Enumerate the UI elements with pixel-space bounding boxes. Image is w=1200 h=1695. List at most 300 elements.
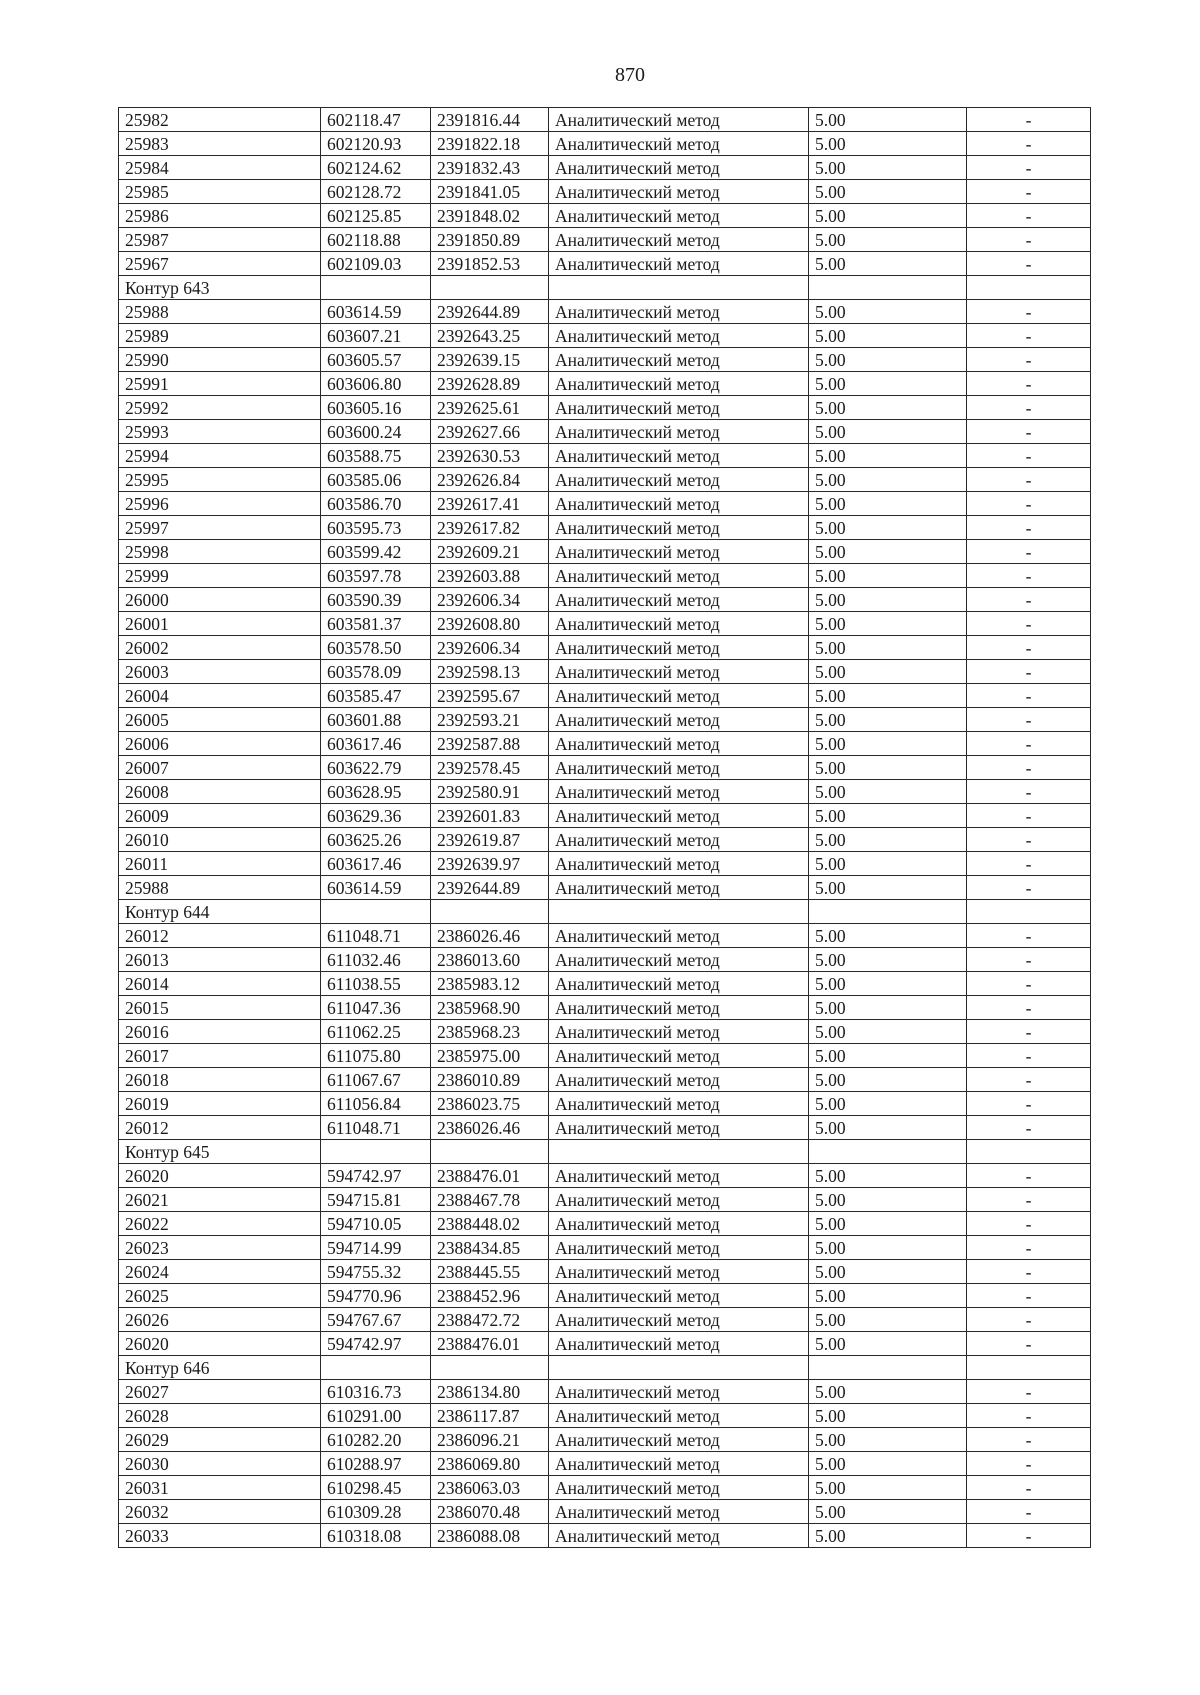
method-cell: Аналитический метод	[549, 468, 809, 492]
method-cell: Аналитический метод	[549, 1476, 809, 1500]
point-id: 26000	[119, 588, 321, 612]
y-coordinate: 2391816.44	[431, 108, 549, 132]
method-cell: Аналитический метод	[549, 516, 809, 540]
error-cell: 5.00	[809, 1092, 967, 1116]
error-cell: 5.00	[809, 1428, 967, 1452]
note-cell: -	[967, 1500, 1091, 1524]
table-row	[119, 588, 1091, 612]
method-cell: Аналитический метод	[549, 300, 809, 324]
error-cell: 5.00	[809, 588, 967, 612]
table-row	[119, 756, 1091, 780]
contour-label: Контур 645	[119, 1140, 321, 1164]
point-id: 25991	[119, 372, 321, 396]
error-cell: 5.00	[809, 612, 967, 636]
y-coordinate: 2391850.89	[431, 228, 549, 252]
point-id: 26010	[119, 828, 321, 852]
method-cell: Аналитический метод	[549, 732, 809, 756]
y-coordinate: 2388472.72	[431, 1308, 549, 1332]
method-cell: Аналитический метод	[549, 420, 809, 444]
error-cell: 5.00	[809, 204, 967, 228]
y-coordinate: 2391822.18	[431, 132, 549, 156]
x-coordinate: 594742.97	[321, 1164, 431, 1188]
method-cell: Аналитический метод	[549, 1524, 809, 1548]
y-coordinate: 2392627.66	[431, 420, 549, 444]
error-cell: 5.00	[809, 924, 967, 948]
table-row	[119, 1524, 1091, 1548]
method-cell: Аналитический метод	[549, 612, 809, 636]
point-id: 25986	[119, 204, 321, 228]
table-row	[119, 1212, 1091, 1236]
note-cell: -	[967, 468, 1091, 492]
point-id: 26014	[119, 972, 321, 996]
note-cell: -	[967, 972, 1091, 996]
point-id: 25984	[119, 156, 321, 180]
y-coordinate: 2386096.21	[431, 1428, 549, 1452]
x-coordinate: 603586.70	[321, 492, 431, 516]
x-coordinate: 602120.93	[321, 132, 431, 156]
point-id: 26015	[119, 996, 321, 1020]
point-id: 26031	[119, 1476, 321, 1500]
table-row	[119, 876, 1091, 900]
method-cell: Аналитический метод	[549, 180, 809, 204]
point-id: 26026	[119, 1308, 321, 1332]
note-cell: -	[967, 1308, 1091, 1332]
point-id: 26006	[119, 732, 321, 756]
note-cell: -	[967, 396, 1091, 420]
x-coordinate: 603601.88	[321, 708, 431, 732]
x-coordinate: 594715.81	[321, 1188, 431, 1212]
method-cell: Аналитический метод	[549, 348, 809, 372]
method-cell: Аналитический метод	[549, 1044, 809, 1068]
y-coordinate: 2386026.46	[431, 1116, 549, 1140]
error-cell: 5.00	[809, 1404, 967, 1428]
x-coordinate: 603607.21	[321, 324, 431, 348]
x-coordinate: 603614.59	[321, 300, 431, 324]
y-coordinate: 2386026.46	[431, 924, 549, 948]
y-coordinate: 2392598.13	[431, 660, 549, 684]
empty-cell	[431, 900, 549, 924]
point-id: 26008	[119, 780, 321, 804]
table-row	[119, 204, 1091, 228]
x-coordinate: 594767.67	[321, 1308, 431, 1332]
x-coordinate: 603597.78	[321, 564, 431, 588]
error-cell: 5.00	[809, 660, 967, 684]
method-cell: Аналитический метод	[549, 564, 809, 588]
error-cell: 5.00	[809, 1164, 967, 1188]
y-coordinate: 2388467.78	[431, 1188, 549, 1212]
point-id: 25987	[119, 228, 321, 252]
note-cell: -	[967, 996, 1091, 1020]
x-coordinate: 610288.97	[321, 1452, 431, 1476]
note-cell: -	[967, 540, 1091, 564]
table-row	[119, 924, 1091, 948]
empty-cell	[549, 276, 809, 300]
x-coordinate: 594755.32	[321, 1260, 431, 1284]
x-coordinate: 603622.79	[321, 756, 431, 780]
y-coordinate: 2392578.45	[431, 756, 549, 780]
note-cell: -	[967, 732, 1091, 756]
x-coordinate: 611048.71	[321, 1116, 431, 1140]
error-cell: 5.00	[809, 492, 967, 516]
method-cell: Аналитический метод	[549, 1068, 809, 1092]
error-cell: 5.00	[809, 804, 967, 828]
x-coordinate: 602109.03	[321, 252, 431, 276]
empty-cell	[549, 1140, 809, 1164]
empty-cell	[431, 276, 549, 300]
method-cell: Аналитический метод	[549, 1452, 809, 1476]
note-cell: -	[967, 1236, 1091, 1260]
y-coordinate: 2391852.53	[431, 252, 549, 276]
y-coordinate: 2392587.88	[431, 732, 549, 756]
table-row	[119, 1044, 1091, 1068]
method-cell: Аналитический метод	[549, 852, 809, 876]
y-coordinate: 2392628.89	[431, 372, 549, 396]
empty-cell	[967, 1140, 1091, 1164]
y-coordinate: 2386070.48	[431, 1500, 549, 1524]
note-cell: -	[967, 372, 1091, 396]
point-id: 25985	[119, 180, 321, 204]
x-coordinate: 611067.67	[321, 1068, 431, 1092]
empty-cell	[549, 900, 809, 924]
note-cell: -	[967, 300, 1091, 324]
table-row	[119, 468, 1091, 492]
error-cell: 5.00	[809, 1236, 967, 1260]
x-coordinate: 603605.57	[321, 348, 431, 372]
method-cell: Аналитический метод	[549, 876, 809, 900]
table-row	[119, 1260, 1091, 1284]
method-cell: Аналитический метод	[549, 108, 809, 132]
x-coordinate: 611048.71	[321, 924, 431, 948]
x-coordinate: 594770.96	[321, 1284, 431, 1308]
note-cell: -	[967, 156, 1091, 180]
table-row	[119, 1404, 1091, 1428]
error-cell: 5.00	[809, 948, 967, 972]
point-id: 26007	[119, 756, 321, 780]
table-row	[119, 300, 1091, 324]
note-cell: -	[967, 684, 1091, 708]
table-row	[119, 948, 1091, 972]
table-row	[119, 684, 1091, 708]
error-cell: 5.00	[809, 396, 967, 420]
y-coordinate: 2392606.34	[431, 636, 549, 660]
method-cell: Аналитический метод	[549, 1332, 809, 1356]
y-coordinate: 2392617.82	[431, 516, 549, 540]
method-cell: Аналитический метод	[549, 1164, 809, 1188]
table-row	[119, 1428, 1091, 1452]
y-coordinate: 2392606.34	[431, 588, 549, 612]
note-cell: -	[967, 708, 1091, 732]
table-row	[119, 1380, 1091, 1404]
note-cell: -	[967, 1188, 1091, 1212]
note-cell: -	[967, 108, 1091, 132]
table-row	[119, 324, 1091, 348]
y-coordinate: 2392644.89	[431, 300, 549, 324]
x-coordinate: 611062.25	[321, 1020, 431, 1044]
point-id: 25995	[119, 468, 321, 492]
table-row	[119, 828, 1091, 852]
point-id: 26022	[119, 1212, 321, 1236]
point-id: 25999	[119, 564, 321, 588]
y-coordinate: 2391848.02	[431, 204, 549, 228]
empty-cell	[321, 1140, 431, 1164]
table-row	[119, 1476, 1091, 1500]
table-row	[119, 540, 1091, 564]
y-coordinate: 2386013.60	[431, 948, 549, 972]
y-coordinate: 2392580.91	[431, 780, 549, 804]
point-id: 26030	[119, 1452, 321, 1476]
empty-cell	[967, 900, 1091, 924]
method-cell: Аналитический метод	[549, 948, 809, 972]
method-cell: Аналитический метод	[549, 756, 809, 780]
table-row	[119, 804, 1091, 828]
note-cell: -	[967, 1452, 1091, 1476]
empty-cell	[967, 1356, 1091, 1380]
point-id: 26009	[119, 804, 321, 828]
x-coordinate: 594710.05	[321, 1212, 431, 1236]
table-row	[119, 1452, 1091, 1476]
point-id: 26021	[119, 1188, 321, 1212]
error-cell: 5.00	[809, 468, 967, 492]
method-cell: Аналитический метод	[549, 684, 809, 708]
point-id: 26033	[119, 1524, 321, 1548]
note-cell: -	[967, 924, 1091, 948]
table-row	[119, 372, 1091, 396]
y-coordinate: 2386088.08	[431, 1524, 549, 1548]
method-cell: Аналитический метод	[549, 996, 809, 1020]
error-cell: 5.00	[809, 1020, 967, 1044]
contour-header-row	[119, 900, 1091, 924]
error-cell: 5.00	[809, 1116, 967, 1140]
table-row	[119, 1332, 1091, 1356]
y-coordinate: 2392619.87	[431, 828, 549, 852]
error-cell: 5.00	[809, 1380, 967, 1404]
point-id: 26023	[119, 1236, 321, 1260]
y-coordinate: 2392603.88	[431, 564, 549, 588]
x-coordinate: 603578.09	[321, 660, 431, 684]
error-cell: 5.00	[809, 1212, 967, 1236]
y-coordinate: 2391832.43	[431, 156, 549, 180]
contour-header-row	[119, 1356, 1091, 1380]
x-coordinate: 603595.73	[321, 516, 431, 540]
note-cell: -	[967, 660, 1091, 684]
table-row	[119, 564, 1091, 588]
table-row	[119, 420, 1091, 444]
error-cell: 5.00	[809, 1500, 967, 1524]
x-coordinate: 610318.08	[321, 1524, 431, 1548]
note-cell: -	[967, 564, 1091, 588]
note-cell: -	[967, 1332, 1091, 1356]
error-cell: 5.00	[809, 1188, 967, 1212]
point-id: 26002	[119, 636, 321, 660]
empty-cell	[321, 276, 431, 300]
x-coordinate: 603590.39	[321, 588, 431, 612]
x-coordinate: 611056.84	[321, 1092, 431, 1116]
empty-cell	[321, 1356, 431, 1380]
x-coordinate: 603617.46	[321, 732, 431, 756]
method-cell: Аналитический метод	[549, 660, 809, 684]
y-coordinate: 2386010.89	[431, 1068, 549, 1092]
error-cell: 5.00	[809, 228, 967, 252]
point-id: 25992	[119, 396, 321, 420]
point-id: 26003	[119, 660, 321, 684]
x-coordinate: 603588.75	[321, 444, 431, 468]
method-cell: Аналитический метод	[549, 132, 809, 156]
point-id: 26012	[119, 1116, 321, 1140]
contour-header-row	[119, 1140, 1091, 1164]
x-coordinate: 603599.42	[321, 540, 431, 564]
method-cell: Аналитический метод	[549, 804, 809, 828]
method-cell: Аналитический метод	[549, 492, 809, 516]
table-row	[119, 852, 1091, 876]
method-cell: Аналитический метод	[549, 588, 809, 612]
x-coordinate: 603614.59	[321, 876, 431, 900]
table-row	[119, 228, 1091, 252]
error-cell: 5.00	[809, 540, 967, 564]
point-id: 26027	[119, 1380, 321, 1404]
error-cell: 5.00	[809, 372, 967, 396]
x-coordinate: 610316.73	[321, 1380, 431, 1404]
point-id: 26025	[119, 1284, 321, 1308]
method-cell: Аналитический метод	[549, 972, 809, 996]
point-id: 26024	[119, 1260, 321, 1284]
note-cell: -	[967, 636, 1091, 660]
error-cell: 5.00	[809, 1260, 967, 1284]
note-cell: -	[967, 348, 1091, 372]
page-number: 870	[615, 64, 645, 86]
method-cell: Аналитический метод	[549, 252, 809, 276]
error-cell: 5.00	[809, 516, 967, 540]
x-coordinate: 603625.26	[321, 828, 431, 852]
point-id: 25996	[119, 492, 321, 516]
point-id: 26032	[119, 1500, 321, 1524]
table-row	[119, 732, 1091, 756]
method-cell: Аналитический метод	[549, 1404, 809, 1428]
method-cell: Аналитический метод	[549, 1188, 809, 1212]
note-cell: -	[967, 1116, 1091, 1140]
point-id: 25988	[119, 876, 321, 900]
y-coordinate: 2386069.80	[431, 1452, 549, 1476]
error-cell: 5.00	[809, 1524, 967, 1548]
error-cell: 5.00	[809, 1284, 967, 1308]
table-row	[119, 1092, 1091, 1116]
y-coordinate: 2392625.61	[431, 396, 549, 420]
point-id: 25997	[119, 516, 321, 540]
empty-cell	[321, 900, 431, 924]
table-row	[119, 636, 1091, 660]
note-cell: -	[967, 1380, 1091, 1404]
error-cell: 5.00	[809, 324, 967, 348]
error-cell: 5.00	[809, 564, 967, 588]
error-cell: 5.00	[809, 972, 967, 996]
y-coordinate: 2388476.01	[431, 1164, 549, 1188]
error-cell: 5.00	[809, 876, 967, 900]
table-row	[119, 1236, 1091, 1260]
note-cell: -	[967, 420, 1091, 444]
note-cell: -	[967, 1476, 1091, 1500]
y-coordinate: 2388445.55	[431, 1260, 549, 1284]
point-id: 25994	[119, 444, 321, 468]
point-id: 25989	[119, 324, 321, 348]
x-coordinate: 603600.24	[321, 420, 431, 444]
empty-cell	[809, 900, 967, 924]
note-cell: -	[967, 852, 1091, 876]
method-cell: Аналитический метод	[549, 636, 809, 660]
note-cell: -	[967, 228, 1091, 252]
table-row	[119, 972, 1091, 996]
x-coordinate: 602118.47	[321, 108, 431, 132]
point-id: 25983	[119, 132, 321, 156]
y-coordinate: 2392643.25	[431, 324, 549, 348]
x-coordinate: 603628.95	[321, 780, 431, 804]
point-id: 25967	[119, 252, 321, 276]
x-coordinate: 611038.55	[321, 972, 431, 996]
note-cell: -	[967, 1260, 1091, 1284]
note-cell: -	[967, 612, 1091, 636]
note-cell: -	[967, 1404, 1091, 1428]
method-cell: Аналитический метод	[549, 924, 809, 948]
table-row	[119, 132, 1091, 156]
contour-header-row	[119, 276, 1091, 300]
error-cell: 5.00	[809, 252, 967, 276]
x-coordinate: 602128.72	[321, 180, 431, 204]
method-cell: Аналитический метод	[549, 1020, 809, 1044]
y-coordinate: 2392601.83	[431, 804, 549, 828]
method-cell: Аналитический метод	[549, 228, 809, 252]
method-cell: Аналитический метод	[549, 1116, 809, 1140]
error-cell: 5.00	[809, 852, 967, 876]
note-cell: -	[967, 492, 1091, 516]
table-row	[119, 516, 1091, 540]
error-cell: 5.00	[809, 180, 967, 204]
y-coordinate: 2388448.02	[431, 1212, 549, 1236]
method-cell: Аналитический метод	[549, 1380, 809, 1404]
error-cell: 5.00	[809, 348, 967, 372]
method-cell: Аналитический метод	[549, 1500, 809, 1524]
contour-label: Контур 643	[119, 276, 321, 300]
point-id: 25982	[119, 108, 321, 132]
note-cell: -	[967, 132, 1091, 156]
error-cell: 5.00	[809, 420, 967, 444]
empty-cell	[809, 1140, 967, 1164]
table-row	[119, 252, 1091, 276]
note-cell: -	[967, 180, 1091, 204]
x-coordinate: 603581.37	[321, 612, 431, 636]
table-row	[119, 108, 1091, 132]
y-coordinate: 2392639.97	[431, 852, 549, 876]
y-coordinate: 2392595.67	[431, 684, 549, 708]
error-cell: 5.00	[809, 708, 967, 732]
coordinates-table-body	[119, 108, 1091, 1548]
x-coordinate: 610282.20	[321, 1428, 431, 1452]
note-cell: -	[967, 1212, 1091, 1236]
table-row	[119, 348, 1091, 372]
table-row	[119, 708, 1091, 732]
point-id: 26013	[119, 948, 321, 972]
method-cell: Аналитический метод	[549, 444, 809, 468]
y-coordinate: 2392617.41	[431, 492, 549, 516]
error-cell: 5.00	[809, 1044, 967, 1068]
note-cell: -	[967, 780, 1091, 804]
point-id: 25990	[119, 348, 321, 372]
table-row	[119, 1308, 1091, 1332]
x-coordinate: 603578.50	[321, 636, 431, 660]
table-row	[119, 996, 1091, 1020]
x-coordinate: 594742.97	[321, 1332, 431, 1356]
method-cell: Аналитический метод	[549, 540, 809, 564]
method-cell: Аналитический метод	[549, 828, 809, 852]
x-coordinate: 603585.47	[321, 684, 431, 708]
method-cell: Аналитический метод	[549, 372, 809, 396]
